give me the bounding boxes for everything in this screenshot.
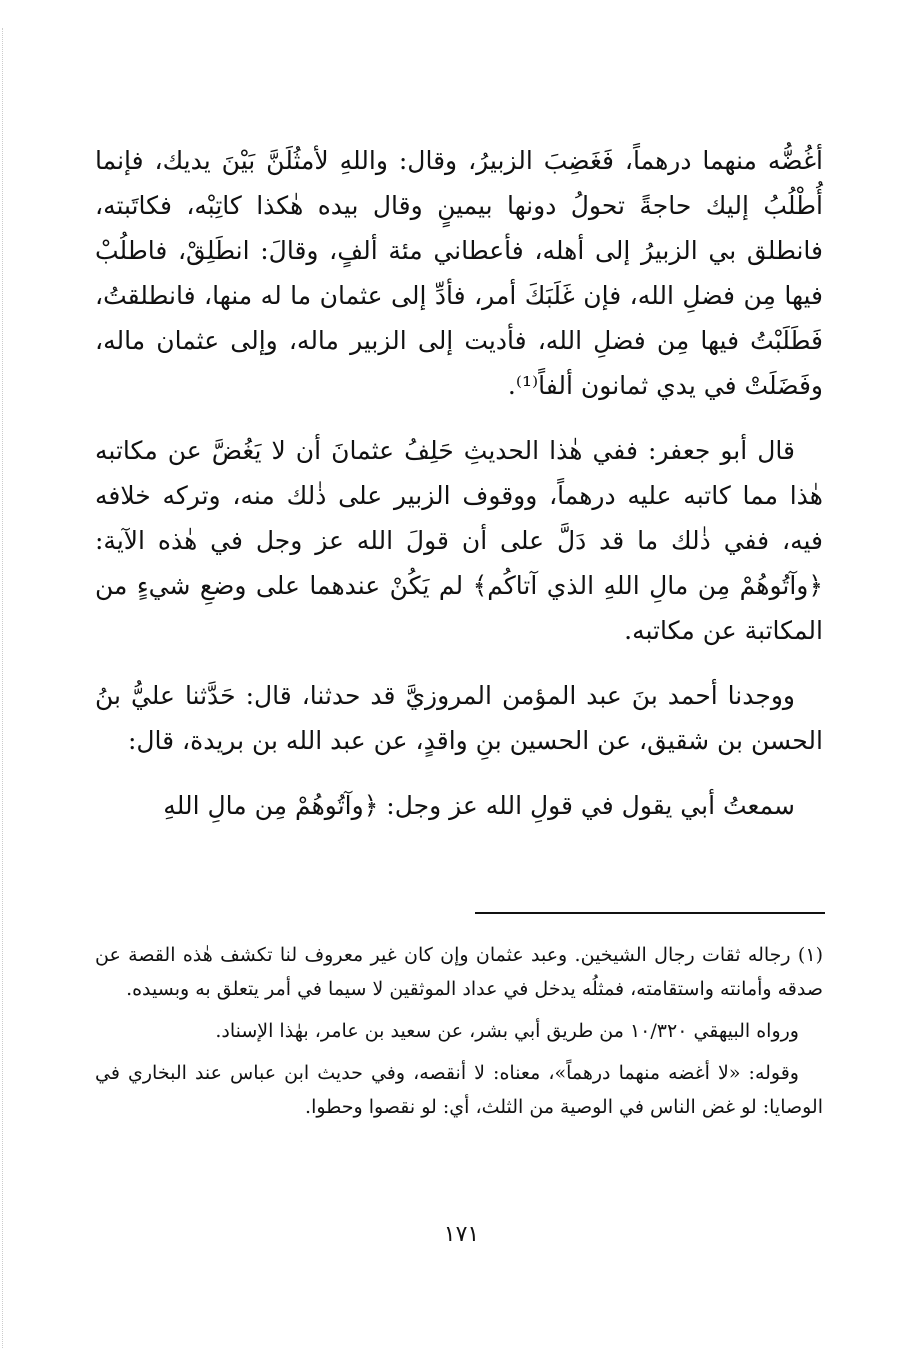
paragraph-3: ووجدنا أحمد بنَ عبد المؤمن المروزيَّ قد حدثنا، قال: حَدَّثنا عليُّ بنُ الحسن بن شقيق، عن الحسين بنِ واقدٍ، عن عبد الله بن بريدة، قال:: [95, 681, 823, 755]
paragraph-1: أغُضُّه منهما درهماً، فَغَضِبَ الزبيرُ، وقال: واللهِ لأمثُلَنَّ بَيْنَ يديك، فإنما أُطْلُبُ إليك حاجةً تحولُ دونها بيمينٍ وقال بيده هٰكذا كاتِبْه، فكاتَبته، فانطلق بي الزبيرُ إلى أهله، فأعطاني مئة ألفٍ، وقالَ: انطَلِقْ، فاطلُبْ فيها مِن فضلِ الله، فإن غَلَبَكَ أمر، فأدِّ إلى عثمان ما له منها، فانطلقتُ، فَطَلَبْتُ فيها مِن فضلِ الله، فأديت إلى الزبير ماله، وإلى عثمان ماله، وفَضَلَتْ في يدي ثمانون ألفاً⁽¹⁾.: [95, 146, 823, 400]
main-text-body: [95, 138, 823, 848]
footnote-divider: [475, 912, 825, 914]
scan-edge-marks: [2, 28, 5, 1348]
footnote-2: ورواه البيهقي ١٠/٣٢٠ من طريق أبي بشر، عن سعيد بن عامر، بهٰذا الإسناد.: [215, 1020, 799, 1042]
page-number: ١٧١: [443, 1222, 480, 1247]
footnotes-section: [95, 938, 823, 1132]
footnote-1: (١) رجاله ثقات رجال الشيخين. وعبد عثمان وإن كان غير معروف لنا تكشف هٰذه القصة عن صدقه وأمانته واستقامته، فمثلُه يدخل في عداد الموثقين لا سيما في أمر يتعلق به وبسيده.: [95, 944, 823, 1000]
paragraph-2: قال أبو جعفر: ففي هٰذا الحديثِ حَلِفُ عثمانَ أن لا يَغُضَّ عن مكاتبه هٰذا مما كاتبه عليه درهماً، ووقوف الزبير على ذٰلك منه، وتركه خلافه فيه، ففي ذٰلك ما قد دَلَّ على أن قولَ الله عز وجل في هٰذه الآية: ﴿وآتُوهُمْ مِن مالِ اللهِ الذي آتاكُم﴾ لم يَكُنْ عندهما على وضعِ شيءٍ من المكاتبة عن مكاتبه.: [95, 436, 823, 645]
paragraph-4: سمعتُ أبي يقول في قولِ الله عز وجل: ﴿وآتُوهُمْ مِن مالِ اللهِ: [163, 791, 795, 820]
footnote-3: وقوله: «لا أغضه منهما درهماً»، معناه: لا أنقصه، وفي حديث ابن عباس عند البخاري في الوصايا: لو غض الناس في الوصية من الثلث، أي: لو نقصوا وحطوا.: [95, 1062, 823, 1118]
